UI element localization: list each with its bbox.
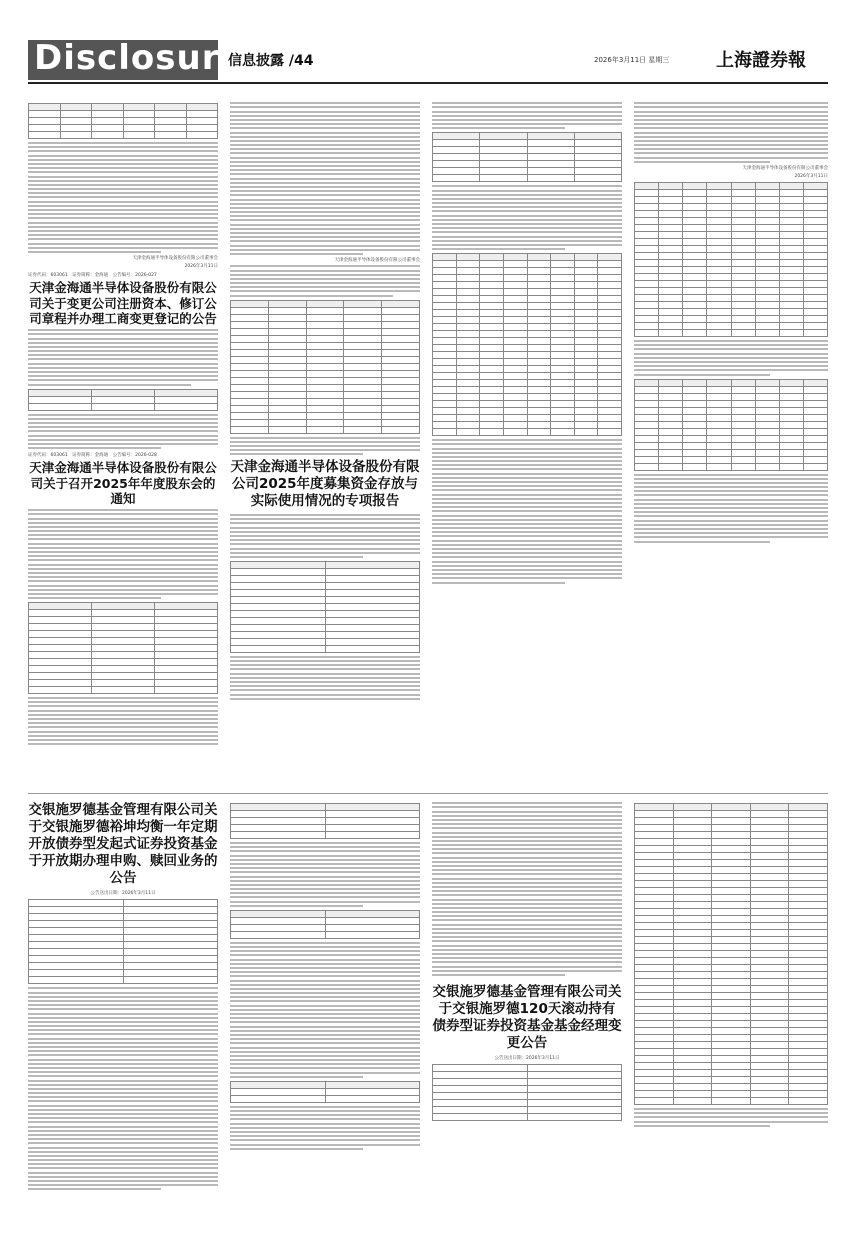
authorization-table	[230, 300, 420, 434]
fund-balance-table	[230, 561, 420, 653]
body-text	[230, 656, 420, 700]
body-text	[230, 942, 420, 1078]
conversion-table	[230, 1081, 420, 1103]
newspaper-name: 上海證券報	[716, 50, 806, 71]
signature: 天津金海通半导体设备股份有限公司董事会	[334, 258, 420, 264]
account-table	[432, 132, 622, 182]
signature: 天津金海通半导体设备股份有限公司董事会	[742, 166, 828, 171]
stock-code-line: 证券代码：603061 证券简称：金海通 公告编号：2026-027	[28, 273, 157, 279]
body-text	[28, 987, 218, 1190]
body-text	[230, 842, 420, 907]
column-upper-middle	[230, 100, 420, 790]
article-title: 交银施罗德基金管理有限公司关于交银施罗德120天滚动持有债券型证券投资基金基金经理变更公告	[432, 983, 622, 1051]
body-text	[432, 185, 622, 250]
body-text	[230, 437, 420, 456]
body-text	[28, 142, 218, 253]
article-title: 交银施罗德基金管理有限公司关于交银施罗德裕坤均衡一年定期开放债券型发起式证券投资基金于开放期办理申购、赎回业务的公告	[28, 802, 218, 886]
proposal-table	[28, 602, 218, 694]
body-text	[634, 1108, 828, 1127]
fund-info-table	[28, 899, 218, 984]
column-lower-middle	[230, 800, 420, 1240]
fee-table	[230, 803, 420, 839]
section-title: 信息披露 /44	[228, 53, 314, 69]
fund-usage-table	[634, 182, 828, 337]
column-lower-right-center	[432, 800, 622, 1240]
signature-date: 2026年3月11日	[184, 264, 218, 270]
project-table	[634, 379, 828, 471]
body-text	[634, 474, 828, 543]
body-text	[28, 329, 218, 385]
body-text	[432, 102, 622, 129]
body-text	[230, 1106, 420, 1150]
column-upper-right-center	[432, 100, 622, 790]
body-text	[28, 697, 218, 745]
body-text	[230, 514, 420, 558]
continued-table	[28, 103, 218, 139]
manager-change-table	[432, 1064, 622, 1121]
cash-management-table	[432, 253, 622, 436]
column-lower-right	[634, 800, 828, 1240]
page-header	[0, 0, 857, 92]
column-upper-right	[634, 100, 828, 790]
header-rule	[28, 82, 828, 84]
body-text	[432, 439, 622, 583]
article-title: 天津金海通半导体设备股份有限公司关于召开2025年年度股东会的通知	[29, 460, 217, 507]
signature: 天津金海通半导体设备股份有限公司董事会	[132, 256, 218, 262]
publish-date: 公告送出日期：2026年3月11日	[90, 891, 156, 897]
redemption-fee-table	[230, 910, 420, 939]
body-text	[230, 102, 420, 255]
disclosure-logo: Disclosure	[34, 38, 244, 78]
change-table	[28, 389, 218, 411]
publish-date: 公告送出日期：2026年3月11日	[494, 1056, 560, 1062]
section-divider	[28, 793, 828, 794]
manager-info-table	[634, 803, 828, 1105]
body-text	[230, 265, 420, 296]
article-title: 天津金海通半导体设备股份有限公司关于变更公司注册资本、修订公司章程并办理工商变更登记的公告	[29, 280, 217, 327]
body-text	[28, 509, 218, 599]
body-text	[432, 802, 622, 976]
column-lower-left	[28, 800, 218, 1240]
article-title: 天津金海通半导体设备股份有限公司2025年度募集资金存放与实际使用情况的专项报告	[230, 459, 420, 510]
issue-date: 2026年3月11日 星期三	[594, 56, 670, 64]
body-text	[28, 414, 218, 450]
column-upper-left	[28, 100, 218, 790]
stock-code-line: 证券代码：603061 证券简称：金海通 公告编号：2026-028	[28, 453, 157, 459]
body-text	[634, 340, 828, 376]
signature-date: 2026年3月11日	[794, 174, 828, 179]
body-text	[634, 102, 828, 163]
